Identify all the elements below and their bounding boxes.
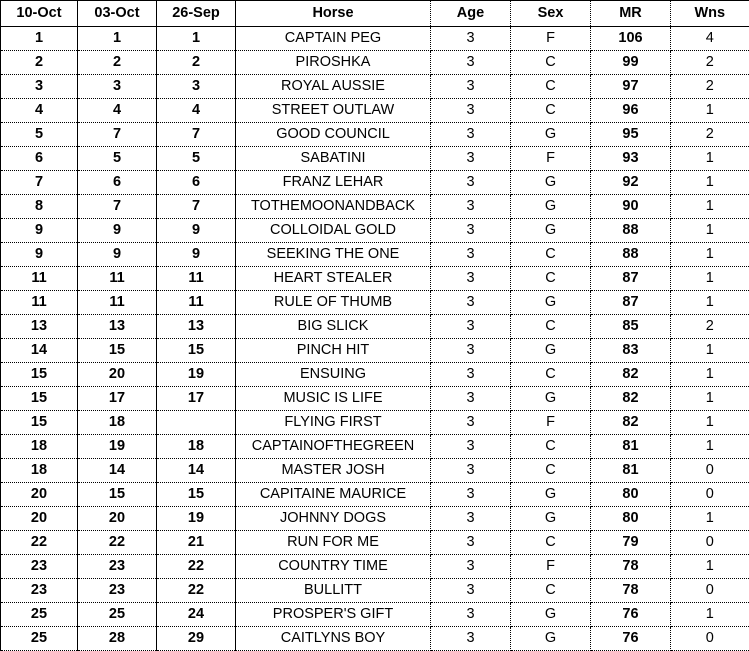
cell-wins: 1 (671, 195, 749, 219)
cell-mr: 83 (591, 339, 671, 363)
cell-wins: 0 (671, 459, 749, 483)
cell-sex: C (511, 531, 591, 555)
cell-age: 3 (431, 387, 511, 411)
cell-rank-26-sep: 11 (157, 291, 236, 315)
cell-rank-03-oct: 28 (78, 627, 157, 651)
col-header-26-sep: 26-Sep (157, 1, 236, 27)
cell-age: 3 (431, 339, 511, 363)
cell-age: 3 (431, 579, 511, 603)
col-header-03-oct: 03-Oct (78, 1, 157, 27)
cell-sex: C (511, 435, 591, 459)
cell-mr: 78 (591, 555, 671, 579)
table-row (1, 627, 749, 651)
cell-horse-name: GOOD COUNCIL (236, 123, 431, 147)
cell-sex: G (511, 627, 591, 651)
cell-wins: 2 (671, 123, 749, 147)
cell-wins: 2 (671, 75, 749, 99)
table-row (1, 195, 749, 219)
table-row (1, 339, 749, 363)
cell-sex: F (511, 147, 591, 171)
cell-rank-26-sep: 29 (157, 627, 236, 651)
cell-sex: C (511, 51, 591, 75)
cell-rank-03-oct: 4 (78, 99, 157, 123)
cell-horse-name: COLLOIDAL GOLD (236, 219, 431, 243)
cell-rank-03-oct: 2 (78, 51, 157, 75)
cell-rank-03-oct: 22 (78, 531, 157, 555)
cell-horse-name: ENSUING (236, 363, 431, 387)
cell-horse-name: PIROSHKA (236, 51, 431, 75)
cell-rank-10-oct: 7 (1, 171, 78, 195)
cell-rank-10-oct: 15 (1, 363, 78, 387)
cell-age: 3 (431, 531, 511, 555)
cell-horse-name: STREET OUTLAW (236, 99, 431, 123)
cell-wins: 1 (671, 171, 749, 195)
cell-horse-name: PROSPER'S GIFT (236, 603, 431, 627)
table-row (1, 555, 749, 579)
header-row (1, 1, 749, 27)
cell-rank-26-sep: 7 (157, 195, 236, 219)
cell-rank-03-oct: 1 (78, 27, 157, 51)
cell-rank-26-sep: 6 (157, 171, 236, 195)
cell-sex: G (511, 171, 591, 195)
col-header-horse: Horse (236, 1, 431, 27)
cell-age: 3 (431, 603, 511, 627)
table-row (1, 507, 749, 531)
cell-rank-03-oct: 18 (78, 411, 157, 435)
cell-age: 3 (431, 483, 511, 507)
cell-rank-10-oct: 8 (1, 195, 78, 219)
table-row (1, 147, 749, 171)
cell-horse-name: RULE OF THUMB (236, 291, 431, 315)
cell-age: 3 (431, 291, 511, 315)
cell-mr: 88 (591, 219, 671, 243)
cell-age: 3 (431, 195, 511, 219)
cell-mr: 80 (591, 483, 671, 507)
table-row (1, 27, 749, 51)
cell-rank-03-oct: 9 (78, 219, 157, 243)
cell-horse-name: CAITLYNS BOY (236, 627, 431, 651)
table-row (1, 267, 749, 291)
cell-rank-03-oct: 11 (78, 291, 157, 315)
table-row (1, 315, 749, 339)
table-row (1, 459, 749, 483)
cell-rank-10-oct: 15 (1, 387, 78, 411)
cell-rank-10-oct: 9 (1, 219, 78, 243)
cell-mr: 88 (591, 243, 671, 267)
cell-mr: 90 (591, 195, 671, 219)
cell-wins: 1 (671, 243, 749, 267)
cell-rank-10-oct: 9 (1, 243, 78, 267)
cell-horse-name: RUN FOR ME (236, 531, 431, 555)
cell-rank-10-oct: 1 (1, 27, 78, 51)
cell-rank-10-oct: 4 (1, 99, 78, 123)
table-row (1, 123, 749, 147)
cell-wins: 1 (671, 219, 749, 243)
cell-sex: C (511, 267, 591, 291)
cell-age: 3 (431, 507, 511, 531)
cell-sex: C (511, 75, 591, 99)
table-body (1, 27, 749, 651)
cell-rank-10-oct: 18 (1, 459, 78, 483)
cell-rank-03-oct: 5 (78, 147, 157, 171)
cell-rank-10-oct: 2 (1, 51, 78, 75)
cell-rank-26-sep: 21 (157, 531, 236, 555)
cell-rank-03-oct: 23 (78, 579, 157, 603)
cell-wins: 0 (671, 483, 749, 507)
cell-wins: 0 (671, 579, 749, 603)
table-row (1, 387, 749, 411)
cell-wins: 1 (671, 267, 749, 291)
cell-wins: 1 (671, 99, 749, 123)
cell-horse-name: CAPTAIN PEG (236, 27, 431, 51)
table-row (1, 363, 749, 387)
cell-age: 3 (431, 555, 511, 579)
cell-mr: 78 (591, 579, 671, 603)
cell-rank-03-oct: 19 (78, 435, 157, 459)
table-row (1, 51, 749, 75)
cell-rank-26-sep: 17 (157, 387, 236, 411)
cell-horse-name: PINCH HIT (236, 339, 431, 363)
cell-rank-10-oct: 15 (1, 411, 78, 435)
table-row (1, 603, 749, 627)
cell-sex: G (511, 387, 591, 411)
cell-age: 3 (431, 411, 511, 435)
cell-age: 3 (431, 627, 511, 651)
cell-wins: 1 (671, 603, 749, 627)
cell-rank-26-sep (157, 411, 236, 435)
table-row (1, 219, 749, 243)
cell-sex: F (511, 411, 591, 435)
cell-rank-03-oct: 6 (78, 171, 157, 195)
cell-rank-26-sep: 22 (157, 579, 236, 603)
cell-rank-26-sep: 9 (157, 219, 236, 243)
cell-mr: 80 (591, 507, 671, 531)
cell-rank-10-oct: 23 (1, 579, 78, 603)
cell-horse-name: FLYING FIRST (236, 411, 431, 435)
cell-sex: C (511, 243, 591, 267)
cell-rank-03-oct: 13 (78, 315, 157, 339)
cell-horse-name: CAPITAINE MAURICE (236, 483, 431, 507)
cell-rank-26-sep: 19 (157, 507, 236, 531)
cell-mr: 87 (591, 291, 671, 315)
cell-horse-name: JOHNNY DOGS (236, 507, 431, 531)
cell-rank-03-oct: 7 (78, 123, 157, 147)
cell-wins: 2 (671, 51, 749, 75)
cell-wins: 0 (671, 627, 749, 651)
cell-rank-26-sep: 3 (157, 75, 236, 99)
cell-rank-26-sep: 7 (157, 123, 236, 147)
cell-rank-03-oct: 20 (78, 363, 157, 387)
table-row (1, 579, 749, 603)
cell-rank-10-oct: 25 (1, 603, 78, 627)
cell-mr: 76 (591, 627, 671, 651)
cell-rank-10-oct: 23 (1, 555, 78, 579)
cell-rank-26-sep: 9 (157, 243, 236, 267)
cell-rank-03-oct: 17 (78, 387, 157, 411)
cell-wins: 1 (671, 411, 749, 435)
table-row (1, 171, 749, 195)
cell-rank-03-oct: 14 (78, 459, 157, 483)
cell-rank-10-oct: 11 (1, 291, 78, 315)
cell-rank-03-oct: 25 (78, 603, 157, 627)
cell-rank-26-sep: 15 (157, 483, 236, 507)
cell-rank-26-sep: 19 (157, 363, 236, 387)
cell-rank-03-oct: 11 (78, 267, 157, 291)
cell-age: 3 (431, 147, 511, 171)
cell-rank-03-oct: 15 (78, 339, 157, 363)
cell-mr: 96 (591, 99, 671, 123)
cell-wins: 1 (671, 555, 749, 579)
table-header (1, 1, 749, 27)
cell-horse-name: CAPTAINOFTHEGREEN (236, 435, 431, 459)
cell-mr: 93 (591, 147, 671, 171)
cell-rank-26-sep: 22 (157, 555, 236, 579)
cell-age: 3 (431, 75, 511, 99)
cell-horse-name: MASTER JOSH (236, 459, 431, 483)
table-row (1, 243, 749, 267)
cell-sex: C (511, 315, 591, 339)
cell-age: 3 (431, 123, 511, 147)
cell-rank-03-oct: 9 (78, 243, 157, 267)
cell-sex: G (511, 291, 591, 315)
col-header-mr: MR (591, 1, 671, 27)
cell-age: 3 (431, 243, 511, 267)
cell-wins: 1 (671, 387, 749, 411)
cell-sex: C (511, 459, 591, 483)
cell-sex: G (511, 483, 591, 507)
cell-age: 3 (431, 363, 511, 387)
cell-horse-name: ROYAL AUSSIE (236, 75, 431, 99)
cell-sex: G (511, 195, 591, 219)
cell-sex: C (511, 363, 591, 387)
cell-wins: 1 (671, 339, 749, 363)
cell-mr: 81 (591, 435, 671, 459)
cell-rank-10-oct: 20 (1, 483, 78, 507)
cell-rank-03-oct: 7 (78, 195, 157, 219)
cell-horse-name: SEEKING THE ONE (236, 243, 431, 267)
table-row (1, 435, 749, 459)
cell-rank-26-sep: 24 (157, 603, 236, 627)
cell-age: 3 (431, 51, 511, 75)
cell-rank-10-oct: 11 (1, 267, 78, 291)
cell-horse-name: BIG SLICK (236, 315, 431, 339)
cell-rank-10-oct: 25 (1, 627, 78, 651)
table-row (1, 531, 749, 555)
cell-horse-name: BULLITT (236, 579, 431, 603)
cell-rank-10-oct: 20 (1, 507, 78, 531)
table-row (1, 291, 749, 315)
cell-wins: 1 (671, 291, 749, 315)
cell-rank-26-sep: 15 (157, 339, 236, 363)
cell-age: 3 (431, 315, 511, 339)
cell-mr: 92 (591, 171, 671, 195)
cell-mr: 76 (591, 603, 671, 627)
cell-wins: 1 (671, 363, 749, 387)
cell-rank-03-oct: 20 (78, 507, 157, 531)
cell-mr: 95 (591, 123, 671, 147)
col-header-age: Age (431, 1, 511, 27)
table-row (1, 411, 749, 435)
cell-sex: G (511, 507, 591, 531)
cell-mr: 106 (591, 27, 671, 51)
cell-sex: C (511, 99, 591, 123)
cell-wins: 2 (671, 315, 749, 339)
cell-sex: F (511, 555, 591, 579)
cell-horse-name: FRANZ LEHAR (236, 171, 431, 195)
cell-rank-10-oct: 3 (1, 75, 78, 99)
cell-sex: G (511, 603, 591, 627)
cell-rank-03-oct: 23 (78, 555, 157, 579)
col-header-10-oct: 10-Oct (1, 1, 78, 27)
cell-sex: G (511, 219, 591, 243)
col-header-sex: Sex (511, 1, 591, 27)
col-header-wns: Wns (671, 1, 749, 27)
cell-mr: 82 (591, 387, 671, 411)
cell-rank-26-sep: 18 (157, 435, 236, 459)
cell-rank-26-sep: 14 (157, 459, 236, 483)
cell-age: 3 (431, 27, 511, 51)
cell-mr: 87 (591, 267, 671, 291)
cell-age: 3 (431, 219, 511, 243)
cell-horse-name: COUNTRY TIME (236, 555, 431, 579)
cell-horse-name: SABATINI (236, 147, 431, 171)
cell-mr: 82 (591, 411, 671, 435)
cell-mr: 97 (591, 75, 671, 99)
cell-rank-03-oct: 15 (78, 483, 157, 507)
cell-rank-26-sep: 4 (157, 99, 236, 123)
cell-wins: 1 (671, 147, 749, 171)
table-row (1, 483, 749, 507)
cell-mr: 81 (591, 459, 671, 483)
cell-rank-26-sep: 11 (157, 267, 236, 291)
cell-rank-26-sep: 5 (157, 147, 236, 171)
cell-age: 3 (431, 459, 511, 483)
cell-rank-10-oct: 5 (1, 123, 78, 147)
table-row (1, 75, 749, 99)
cell-rank-03-oct: 3 (78, 75, 157, 99)
cell-wins: 1 (671, 507, 749, 531)
cell-age: 3 (431, 99, 511, 123)
cell-sex: G (511, 123, 591, 147)
cell-rank-26-sep: 1 (157, 27, 236, 51)
cell-sex: C (511, 579, 591, 603)
cell-rank-10-oct: 14 (1, 339, 78, 363)
cell-rank-10-oct: 22 (1, 531, 78, 555)
cell-wins: 1 (671, 435, 749, 459)
table-row (1, 99, 749, 123)
cell-horse-name: MUSIC IS LIFE (236, 387, 431, 411)
cell-sex: G (511, 339, 591, 363)
cell-horse-name: TOTHEMOONANDBACK (236, 195, 431, 219)
cell-age: 3 (431, 267, 511, 291)
cell-rank-26-sep: 2 (157, 51, 236, 75)
cell-mr: 85 (591, 315, 671, 339)
cell-age: 3 (431, 171, 511, 195)
cell-mr: 99 (591, 51, 671, 75)
cell-mr: 79 (591, 531, 671, 555)
cell-wins: 4 (671, 27, 749, 51)
cell-rank-10-oct: 6 (1, 147, 78, 171)
cell-horse-name: HEART STEALER (236, 267, 431, 291)
cell-mr: 82 (591, 363, 671, 387)
cell-rank-10-oct: 18 (1, 435, 78, 459)
cell-rank-10-oct: 13 (1, 315, 78, 339)
cell-age: 3 (431, 435, 511, 459)
cell-rank-26-sep: 13 (157, 315, 236, 339)
cell-sex: F (511, 27, 591, 51)
cell-wins: 0 (671, 531, 749, 555)
